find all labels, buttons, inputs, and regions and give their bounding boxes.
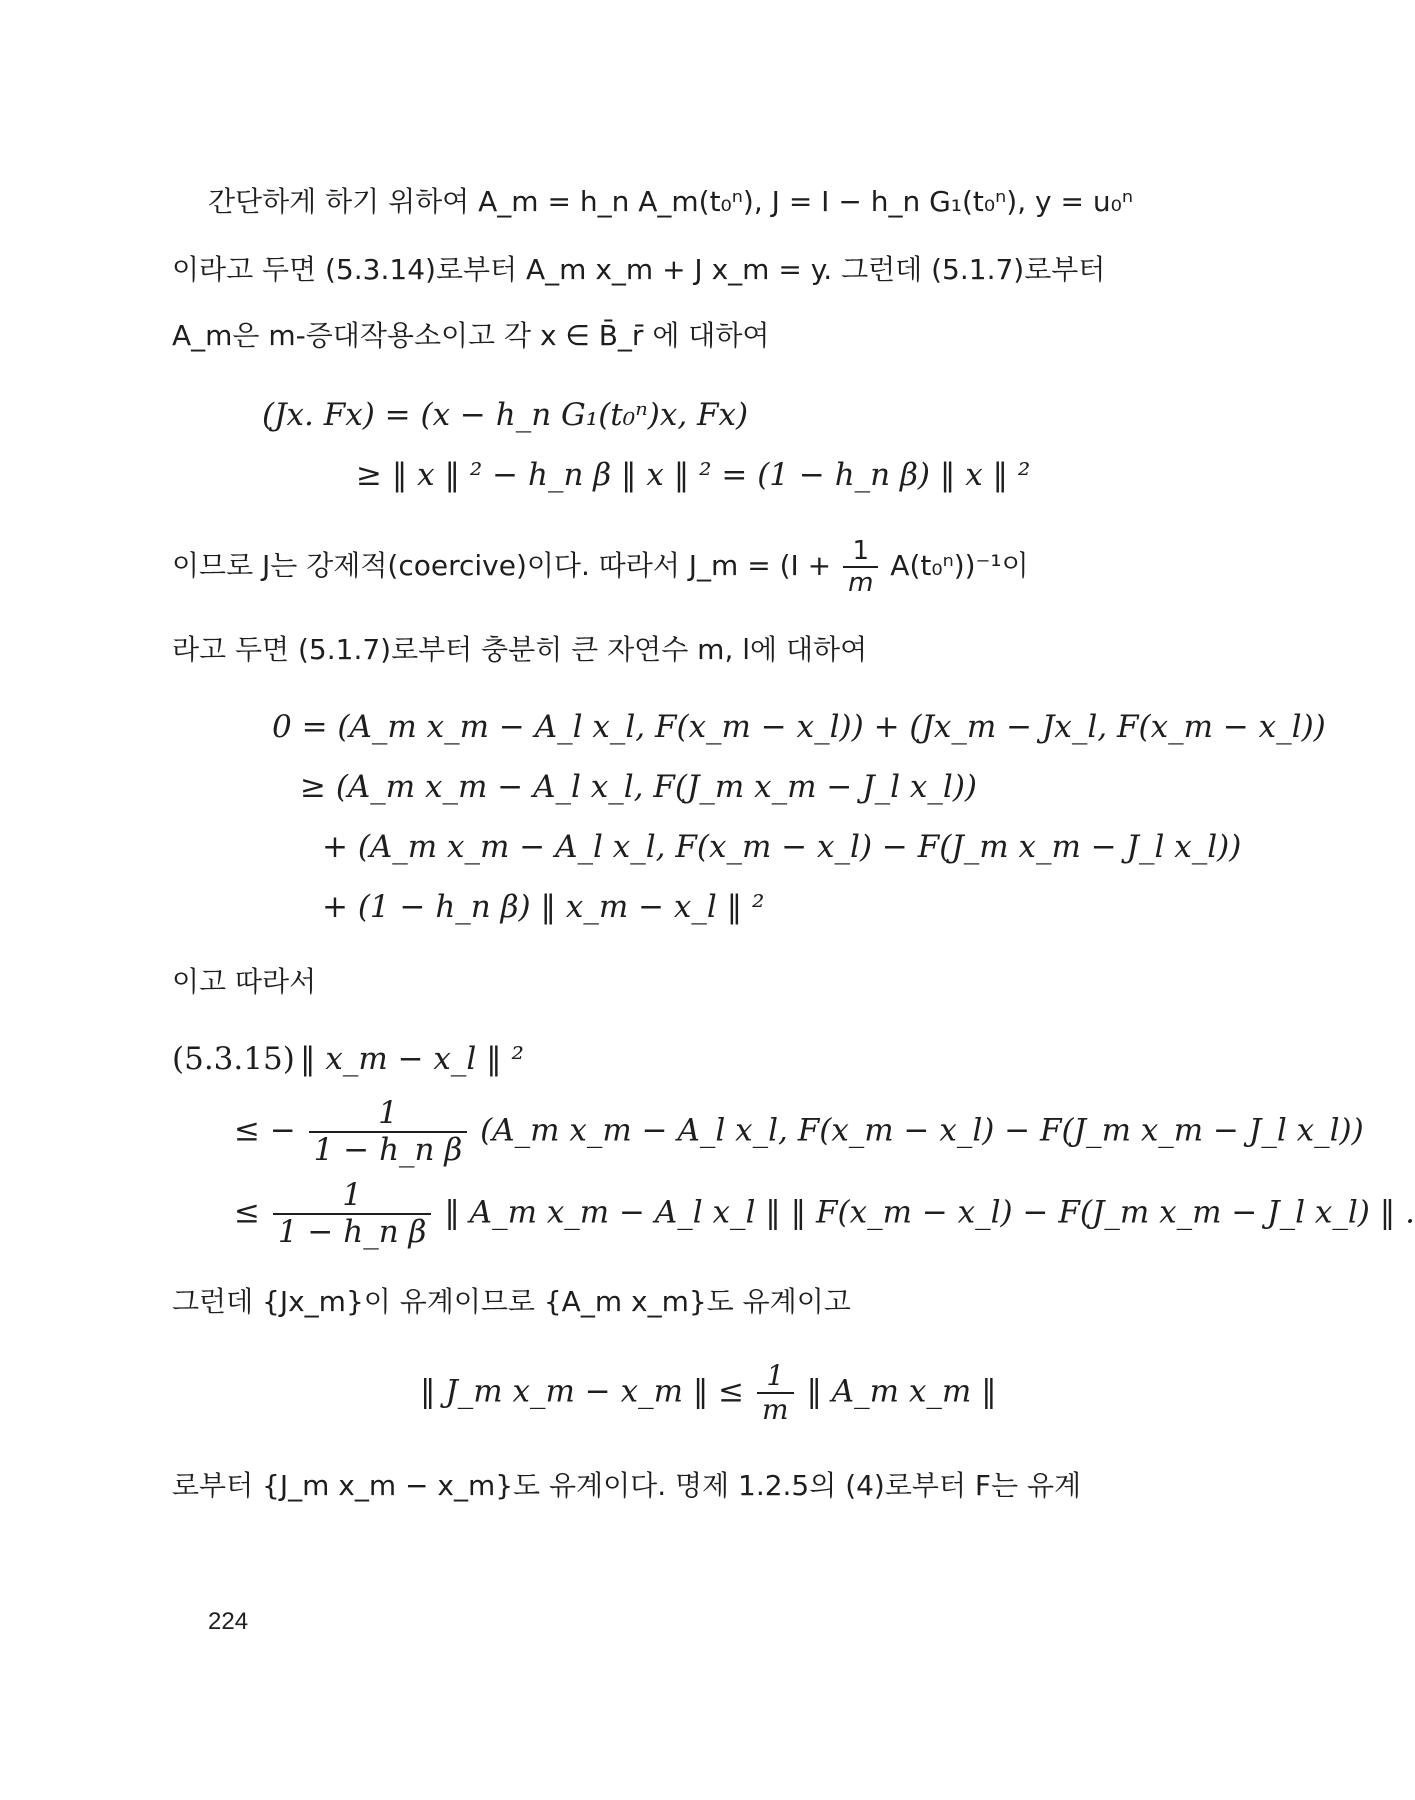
fraction-denominator: m <box>762 1393 789 1426</box>
text-span: A(t₀ⁿ))⁻¹이 <box>890 549 1029 582</box>
text-span: ‖ A_m x_m − A_l x_l ‖ ‖ F(x_m − x_l) − F(J_m x_m − J_l x_l) ‖ . <box>444 1194 1415 1231</box>
text-line: 라고 두면 (5.1.7)로부터 충분히 큰 자연수 m, l에 대하여 <box>172 633 868 666</box>
equation-line <box>234 1095 1364 1168</box>
equation-line: ≥ ‖ x ‖ ² − h_n β ‖ x ‖ ² = (1 − h_n β) ‖ x ‖ ² <box>356 457 1031 493</box>
fraction <box>843 538 878 596</box>
fraction <box>757 1359 794 1426</box>
text-line: 이라고 두면 (5.3.14)로부터 A_m x_m + J x_m = y. 그런데 (5.1.7)로부터 <box>172 253 1106 286</box>
text-line: 이고 따라서 <box>172 965 317 998</box>
text-span: ‖ J_m x_m − x_m ‖ ≤ <box>420 1373 745 1410</box>
equation-line: + (A_m x_m − A_l x_l, F(x_m − x_l) − F(J_m x_m − J_l x_l)) <box>322 829 1242 865</box>
text-span: ≤ <box>234 1194 260 1231</box>
text-span: 이므로 J는 강제적(coercive)이다. 따라서 J_m = (I + <box>172 549 832 582</box>
fraction-numerator: 1 <box>273 1180 432 1215</box>
text-span: ≤ − <box>234 1112 296 1149</box>
equation-line <box>420 1359 997 1426</box>
text-span: (A_m x_m − A_l x_l, F(x_m − x_l) − F(J_m x_m − J_l x_l)) <box>480 1112 1364 1149</box>
fraction-numerator: 1 <box>309 1098 468 1133</box>
equation-line: ≥ (A_m x_m − A_l x_l, F(J_m x_m − J_l x_l)) <box>300 769 978 805</box>
equation-line: (Jx. Fx) = (x − h_n G₁(t₀ⁿ)x, Fx) <box>262 397 749 433</box>
fraction-denominator: 1 − h_n β <box>313 1132 463 1168</box>
equation-label: (5.3.15) <box>172 1041 295 1077</box>
fraction-denominator: m <box>848 568 874 598</box>
fraction-numerator: 1 <box>757 1362 794 1394</box>
fraction <box>273 1177 432 1250</box>
text-line: 로부터 {J_m x_m − x_m}도 유계이다. 명제 1.2.5의 (4)로부터 F는 유계 <box>172 1469 1082 1502</box>
fraction-numerator: 1 <box>843 538 878 568</box>
equation-line: ‖ x_m − x_l ‖ ² <box>300 1041 524 1077</box>
text-line <box>172 538 1029 596</box>
text-line: 그런데 {Jx_m}이 유계이므로 {A_m x_m}도 유계이고 <box>172 1285 851 1318</box>
fraction <box>309 1095 468 1168</box>
text-line: A_m은 m-증대작용소이고 각 x ∈ B̄_r̄ 에 대하여 <box>172 319 770 352</box>
fraction-denominator: 1 − h_n β <box>277 1214 427 1250</box>
page-number: 224 <box>208 1608 249 1635</box>
text-span: ‖ A_m x_m ‖ <box>806 1373 997 1410</box>
text-line: 간단하게 하기 위하여 A_m = h_n A_m(t₀ⁿ), J = I − h_n G₁(t₀ⁿ), y = u₀ⁿ <box>208 185 1133 218</box>
equation-line: 0 = (A_m x_m − A_l x_l, F(x_m − x_l)) + (Jx_m − Jx_l, F(x_m − x_l)) <box>272 709 1326 745</box>
equation-line: + (1 − h_n β) ‖ x_m − x_l ‖ ² <box>322 889 765 925</box>
equation-line <box>234 1177 1415 1250</box>
